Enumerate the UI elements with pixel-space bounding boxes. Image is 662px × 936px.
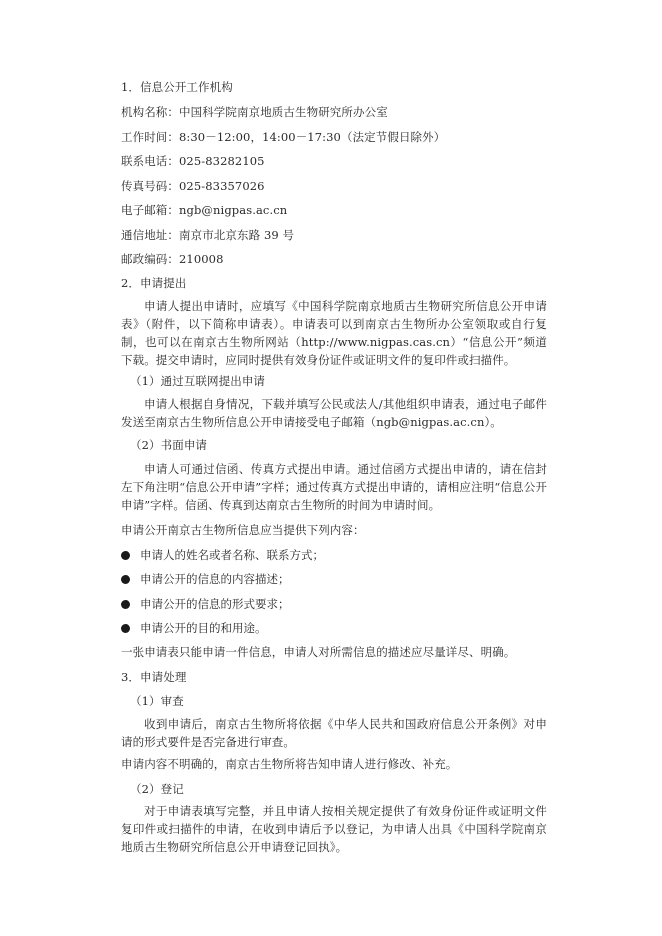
email-line: 电子邮箱：ngb@nigpas.ac.cn — [121, 203, 288, 217]
application-intro-paragraph: 申请人提出申请时，应填写《中国科学院南京地质古生物研究所信息公开申请表》（附件，以下简称申请表）。申请表可以到南京古生物所办公室领取或自行复制，也可以在南京古生物所网站（http://www.nigpas.cas.cn）“信息公开”频道下载。提交申请时，应同时提供有效身份证件或证明文件的复印件或扫描件。 — [121, 299, 547, 367]
postcode-line: 邮政编码：210008 — [121, 252, 224, 266]
address-line: 通信地址：南京市北京东路 39 号 — [121, 228, 295, 242]
register-heading: （2）登记 — [130, 782, 184, 796]
unclear-request-note: 申请内容不明确的，南京古生物所将告知申请人进行修改、补充。 — [121, 757, 458, 771]
list-item: 申请人的姓名或者名称、联系方式； — [121, 547, 324, 563]
bullet-dot-icon — [121, 624, 130, 633]
org-name-line: 机构名称：中国科学院南京地质古生物研究所办公室 — [121, 105, 388, 119]
written-application-heading: （2）书面申请 — [130, 438, 208, 452]
section2-heading: 2．申请提出 — [121, 276, 187, 290]
list-item: 申请公开的信息的内容描述； — [121, 571, 290, 587]
required-content-intro: 申请公开南京古生物所信息应当提供下列内容： — [121, 523, 365, 537]
fax-line: 传真号码：025-83357026 — [121, 179, 265, 193]
register-paragraph: 对于申请表填写完整，并且申请人按相关规定提供了有效身份证件或证明文件复印件或扫描件的申请，在收到申请后予以登记，为申请人出具《中国科学院南京地质古生物研究所信息公开申请登记回执》。 — [121, 804, 547, 854]
online-application-paragraph: 申请人根据自身情况，下载并填写公民或法人/其他组织申请表，通过电子邮件发送至南京古生物所信息公开申请接受电子邮箱（ngb@nigpas.ac.cn）。 — [121, 397, 547, 429]
list-item: 申请公开的目的和用途。 — [121, 620, 267, 636]
phone-line: 联系电话：025-83282105 — [121, 154, 265, 168]
list-item: 申请公开的信息的形式要求； — [121, 596, 290, 612]
section3-heading: 3．申请处理 — [121, 670, 187, 684]
online-application-heading: （1）通过互联网提出申请 — [130, 374, 266, 388]
bullet-dot-icon — [121, 551, 130, 560]
office-hours-line: 工作时间：8:30－12:00，14:00－17:30（法定节假日除外） — [121, 130, 446, 144]
written-application-paragraph: 申请人可通过信函、传真方式提出申请。通过信函方式提出申请的，请在信封左下角注明“信息公开申请”字样；通过传真方式提出申请的，请相应注明“信息公开申请”字样。信函、传真到达南京古生物所的时间为申请时间。 — [121, 462, 547, 512]
review-paragraph: 收到申请后，南京古生物所将依据《中华人民共和国政府信息公开条例》对申请的形式要件是否完备进行审查。 — [121, 717, 547, 749]
bullet-dot-icon — [121, 575, 130, 584]
one-request-note: 一张申请表只能申请一件信息，申请人对所需信息的描述应尽量详尽、明确。 — [121, 645, 516, 659]
review-heading: （1）审查 — [130, 694, 184, 708]
bullet-dot-icon — [121, 600, 130, 609]
section1-heading: 1．信息公开工作机构 — [121, 80, 233, 94]
